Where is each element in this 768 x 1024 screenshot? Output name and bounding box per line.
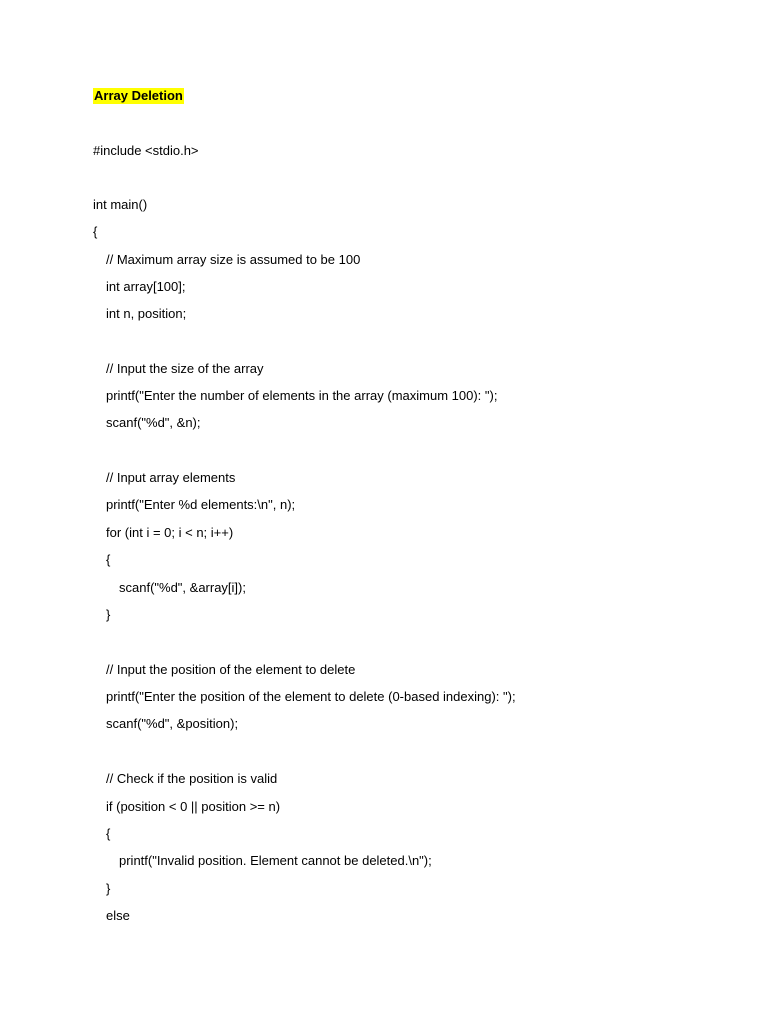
code-line-open-brace: { <box>93 224 98 239</box>
code-line-scanf-element: scanf("%d", &array[i]); <box>119 580 246 595</box>
code-line-scanf-position: scanf("%d", &position); <box>106 716 239 731</box>
code-line-loop-open-brace: { <box>106 552 111 567</box>
code-line-else: else <box>106 908 130 923</box>
code-comment-check-position: // Check if the position is valid <box>106 771 278 786</box>
code-line-if-open-brace: { <box>106 826 111 841</box>
code-line-printf-elements: printf("Enter %d elements:\n", n); <box>106 497 296 512</box>
code-line-array-decl: int array[100]; <box>106 279 186 294</box>
code-line-main: int main() <box>93 197 148 212</box>
code-line-loop-close-brace: } <box>106 607 111 622</box>
code-comment-input-size: // Input the size of the array <box>106 361 264 376</box>
code-comment-input-position: // Input the position of the element to delete <box>106 662 356 677</box>
code-line-printf-size: printf("Enter the number of elements in the array (maximum 100): "); <box>106 388 498 403</box>
code-line-printf-position: printf("Enter the position of the element to delete (0-based indexing): "); <box>106 689 516 704</box>
code-line-printf-invalid: printf("Invalid position. Element cannot be deleted.\n"); <box>119 853 432 868</box>
code-line-if-condition: if (position < 0 || position >= n) <box>106 799 281 814</box>
code-comment-input-elements: // Input array elements <box>106 470 236 485</box>
code-line-for-loop: for (int i = 0; i < n; i++) <box>106 525 234 540</box>
code-line-vars-decl: int n, position; <box>106 306 187 321</box>
code-line-include: #include <stdio.h> <box>93 143 199 158</box>
code-line-if-close-brace: } <box>106 881 111 896</box>
document-title: Array Deletion <box>94 88 183 103</box>
code-line-scanf-size: scanf("%d", &n); <box>106 415 201 430</box>
code-comment-array-size: // Maximum array size is assumed to be 100 <box>106 252 361 267</box>
